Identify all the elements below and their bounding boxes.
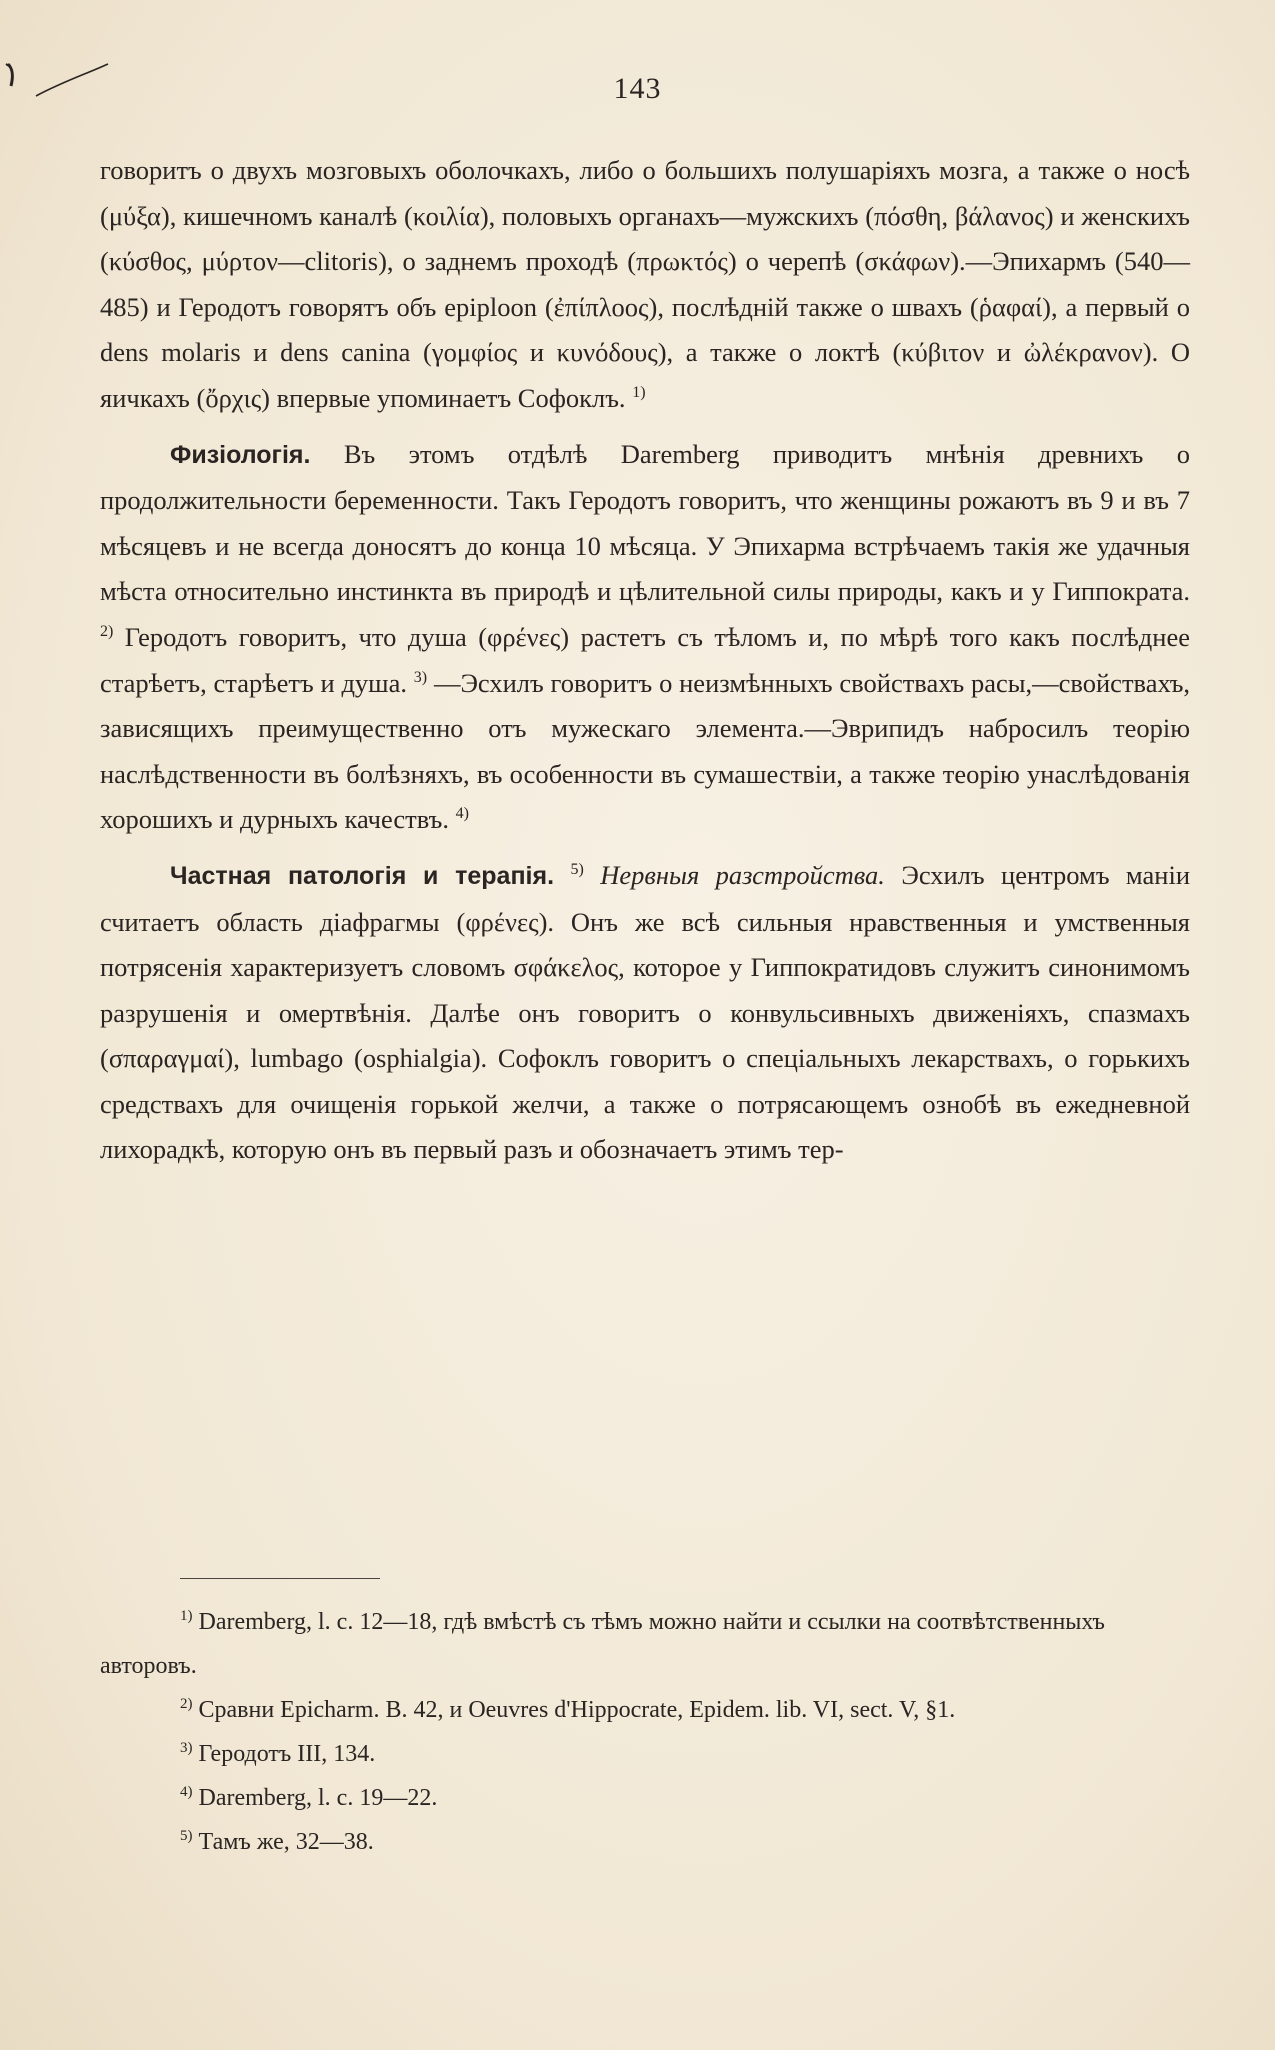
paragraph-text: Эсхилъ центромъ маніи считаетъ область діафрагмы (φρένες). Онъ же всѣ сильныя нравственныя и умственныя потрясенія характеризуетъ словомъ σφάκελος, которое у Гиппократидовъ служитъ синонимомъ разрушенія и омертвѣнія. Далѣе онъ говоритъ о конвульсивныхъ движеніяхъ, спазмахъ (σπαραγμαί), lumbago (osphialgia). Софоклъ говоритъ о спеціальныхъ лекарствахъ, о горькихъ средствахъ для очищенія горькой желчи, а также о потрясающемъ ознобѣ въ ежедневной лихорадкѣ, которую онъ въ первый разъ и обозначаетъ этимъ тер- — [100, 859, 1191, 1165]
paragraph-text: Въ этомъ отдѣлѣ Daremberg приводитъ мнѣнія древнихъ о продолжительности беременности. Такъ Геродотъ говоритъ, что женщины рожаютъ въ 9 и въ 7 мѣсяцевъ и не всегда доносятъ до конца 10 мѣсяца. У Эпихарма встрѣчаемъ такія же удачныя мѣста относительно инстинкта въ природѣ и цѣлительной силы природы, какъ и у Гиппократа. — [100, 438, 1190, 607]
footnote-2 — [100, 1688, 1190, 1732]
paragraph-pathology — [100, 853, 1190, 1173]
footnote-text: Daremberg, l. c. 19—22. — [198, 1785, 438, 1811]
page-number: 143 — [613, 72, 662, 105]
paragraph-physiology — [100, 432, 1190, 843]
footnote-mark: 5) — [180, 1828, 193, 1844]
footnote-mark: 2) — [180, 1696, 193, 1712]
footnote-mark: 4) — [180, 1784, 193, 1800]
paragraph-anatomy — [100, 148, 1190, 422]
footnotes — [100, 1600, 1190, 1864]
footnote-ref: 3) — [413, 668, 428, 686]
footnote-text: Геродотъ III, 134. — [198, 1741, 376, 1767]
main-text — [100, 148, 1190, 1173]
footnote-separator — [180, 1578, 380, 1579]
paragraph-text: —Эсхилъ говоритъ о неизмѣнныхъ свойствахъ расы,—свойствахъ, зависящихъ преимущественно отъ мужескаго элемента.—Эврипидъ набросилъ теорію наслѣдственности въ болѣзняхъ, въ особенности въ сумашествіи, а также теорію унаслѣдованія хорошихъ и дурныхъ качествъ. — [100, 667, 1191, 835]
footnote-text: Daremberg, l. c. 12—18, гдѣ вмѣстѣ съ тѣмъ можно найти и ссылки на соотвѣтственныхъ авторовъ. — [100, 1609, 1105, 1679]
footnote-mark: 1) — [180, 1608, 193, 1624]
footnote-5 — [100, 1820, 1190, 1864]
paragraph-text: Геродотъ говоритъ, что душа (φρένες) растетъ съ тѣломъ и, по мѣрѣ того какъ послѣднее старѣетъ, старѣетъ и душа. — [100, 621, 1190, 698]
footnote-1 — [100, 1600, 1190, 1688]
footnote-ref: 4) — [455, 805, 469, 823]
footnote-ref: 2) — [100, 623, 114, 641]
subsection-heading: Нервныя разстройства. — [600, 859, 885, 890]
footnote-3 — [100, 1732, 1190, 1776]
section-heading: Частная патологія и терапія. — [170, 861, 555, 890]
footnote-text: Тамъ же, 32—38. — [198, 1829, 374, 1855]
paragraph-text: говоритъ о двухъ мозговыхъ оболочкахъ, либо о большихъ полушаріяхъ мозга, а также о носѣ (μύξα), кишечномъ каналѣ (κοιλία), половыхъ органахъ—мужскихъ (πόσθη, βάλανος) и женскихъ (κύσθος, μύρτον—clitoris), о заднемъ проходѣ (πρωκτός) о черепѣ (σκάφων).—Эпихармъ (540—485) и Геродотъ говорятъ объ epiploon (ἐπίπλοος), послѣдній также о швахъ (ῥαφαί), а первый о dens molaris и dens canina (γομφίος и κυνόδους), а также о локтѣ (κύβιτον и ὠλέκρανον). О яичкахъ (ὄρχις) впервые упоминаетъ Софоклъ. — [100, 155, 1190, 413]
footnote-4 — [100, 1776, 1190, 1820]
footnote-text: Сравни Epicharm. B. 42, и Oeuvres d'Hippocrate, Epidem. lib. VI, sect. V, §1. — [198, 1697, 956, 1723]
section-heading: Физіологія. — [170, 440, 311, 469]
footnote-ref: 1) — [632, 384, 646, 402]
footnote-mark: 3) — [180, 1740, 193, 1756]
footnote-ref: 5) — [570, 861, 584, 879]
